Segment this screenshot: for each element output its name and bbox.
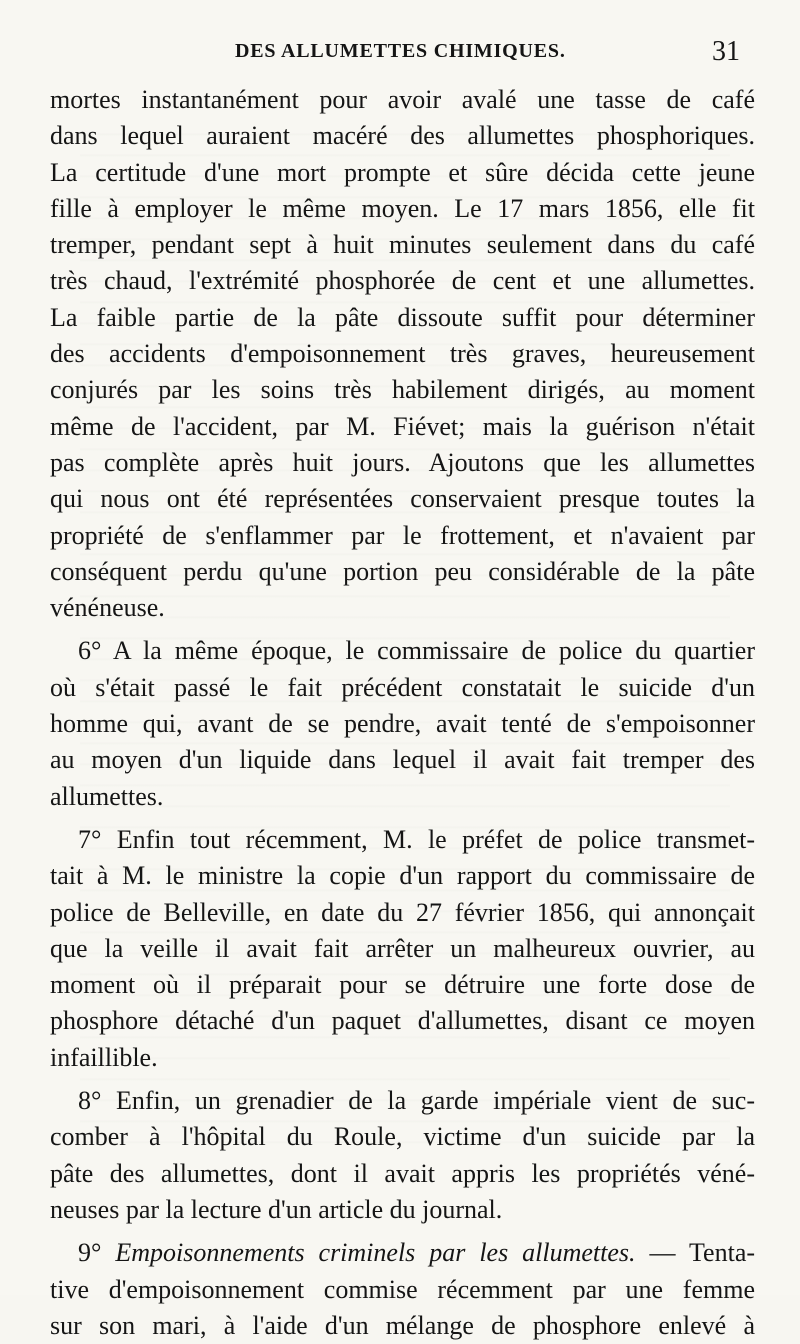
- running-header: [50, 36, 740, 70]
- text-line: que la veille il avait fait arrêter un malheureux ouvrier, au: [50, 933, 755, 963]
- text-line: comber à l'hôpital du Roule, victime d'un suicide par la: [50, 1122, 755, 1152]
- paragraph-gap: [50, 1076, 755, 1083]
- text-line: tremper, pendant sept à huit minutes seulement dans du café: [50, 230, 755, 260]
- page-number: 31: [712, 36, 740, 67]
- text-line: très chaud, l'extrémité phosphorée de cent et une allumettes.: [50, 266, 755, 296]
- text-line: phosphore détaché d'un paquet d'allumettes, disant ce moyen: [50, 1006, 755, 1036]
- text-line: La certitude d'une mort prompte et sûre décida cette jeune: [50, 157, 755, 187]
- paragraph-first-line: 6° A la même époque, le commissaire de police du quartier: [78, 636, 755, 666]
- section-number: 9°: [78, 1238, 102, 1268]
- paragraph-last-line: allumettes.: [50, 781, 164, 811]
- text-line: dans lequel auraient macéré des allumettes phosphoriques.: [50, 121, 755, 151]
- text-line: conséquent perdu qu'une portion peu considérable de la pâte: [50, 556, 755, 586]
- text-line: fille à employer le même moyen. Le 17 mars 1856, elle fit: [50, 193, 755, 223]
- header-title: DES ALLUMETTES CHIMIQUES.: [235, 40, 566, 62]
- text-line: conjurés par les soins très habilement dirigés, au moment: [50, 375, 755, 405]
- paragraph-last-line: infaillible.: [50, 1042, 158, 1072]
- text-line: tait à M. le ministre la copie d'un rapport du commissaire de: [50, 861, 755, 891]
- text-line: police de Belleville, en date du 27 février 1856, qui annonçait: [50, 897, 755, 927]
- text-line: tive d'empoisonnement commise récemment par une femme: [50, 1274, 755, 1304]
- text-line: mortes instantanément pour avoir avalé une tasse de café: [50, 85, 755, 114]
- paragraph-gap: [50, 626, 755, 633]
- text-line: qui nous ont été représentées conservaient presque toutes la: [50, 484, 755, 514]
- paragraph-last-line: neuses par la lecture d'un article du journal.: [50, 1194, 503, 1224]
- text-line: La faible partie de la pâte dissoute suffit pour déterminer: [50, 302, 755, 332]
- text-line: sur son mari, à l'aide d'un mélange de phosphore enlevé à: [50, 1310, 755, 1340]
- section-heading-continuation: — Tenta-: [649, 1238, 756, 1268]
- section-heading: Empoisonnements criminels par les allumettes.: [115, 1238, 636, 1268]
- text-line: au moyen d'un liquide dans lequel il avait fait tremper des: [50, 745, 755, 775]
- paragraph-gap: [50, 1228, 755, 1235]
- paragraph-gap: [50, 815, 755, 822]
- text-line: pâte des allumettes, dont il avait appris les propriétés véné-: [50, 1158, 755, 1188]
- paragraph-first-line: 7° Enfin tout récemment, M. le préfet de police transmet-: [78, 824, 755, 854]
- text-line: homme qui, avant de se pendre, avait tenté de s'empoisonner: [50, 709, 755, 739]
- paragraph-first-line: [50, 1235, 755, 1271]
- paragraph-last-line: vénéneuse.: [50, 593, 165, 623]
- text-line: moment où il préparait pour se détruire une forte dose de: [50, 970, 755, 1000]
- text-line: où s'était passé le fait précédent constatait le suicide d'un: [50, 672, 755, 702]
- text-line: pas complète après huit jours. Ajoutons que les allumettes: [50, 447, 755, 477]
- text-line: des accidents d'empoisonnement très graves, heureusement: [50, 339, 755, 369]
- text-line: même de l'accident, par M. Fiévet; mais la guérison n'était: [50, 411, 755, 441]
- text-line: propriété de s'enflammer par le frottement, et n'avaient par: [50, 520, 755, 550]
- page-body-text: [50, 82, 755, 1344]
- paragraph-first-line: 8° Enfin, un grenadier de la garde impériale vient de suc-: [78, 1086, 755, 1116]
